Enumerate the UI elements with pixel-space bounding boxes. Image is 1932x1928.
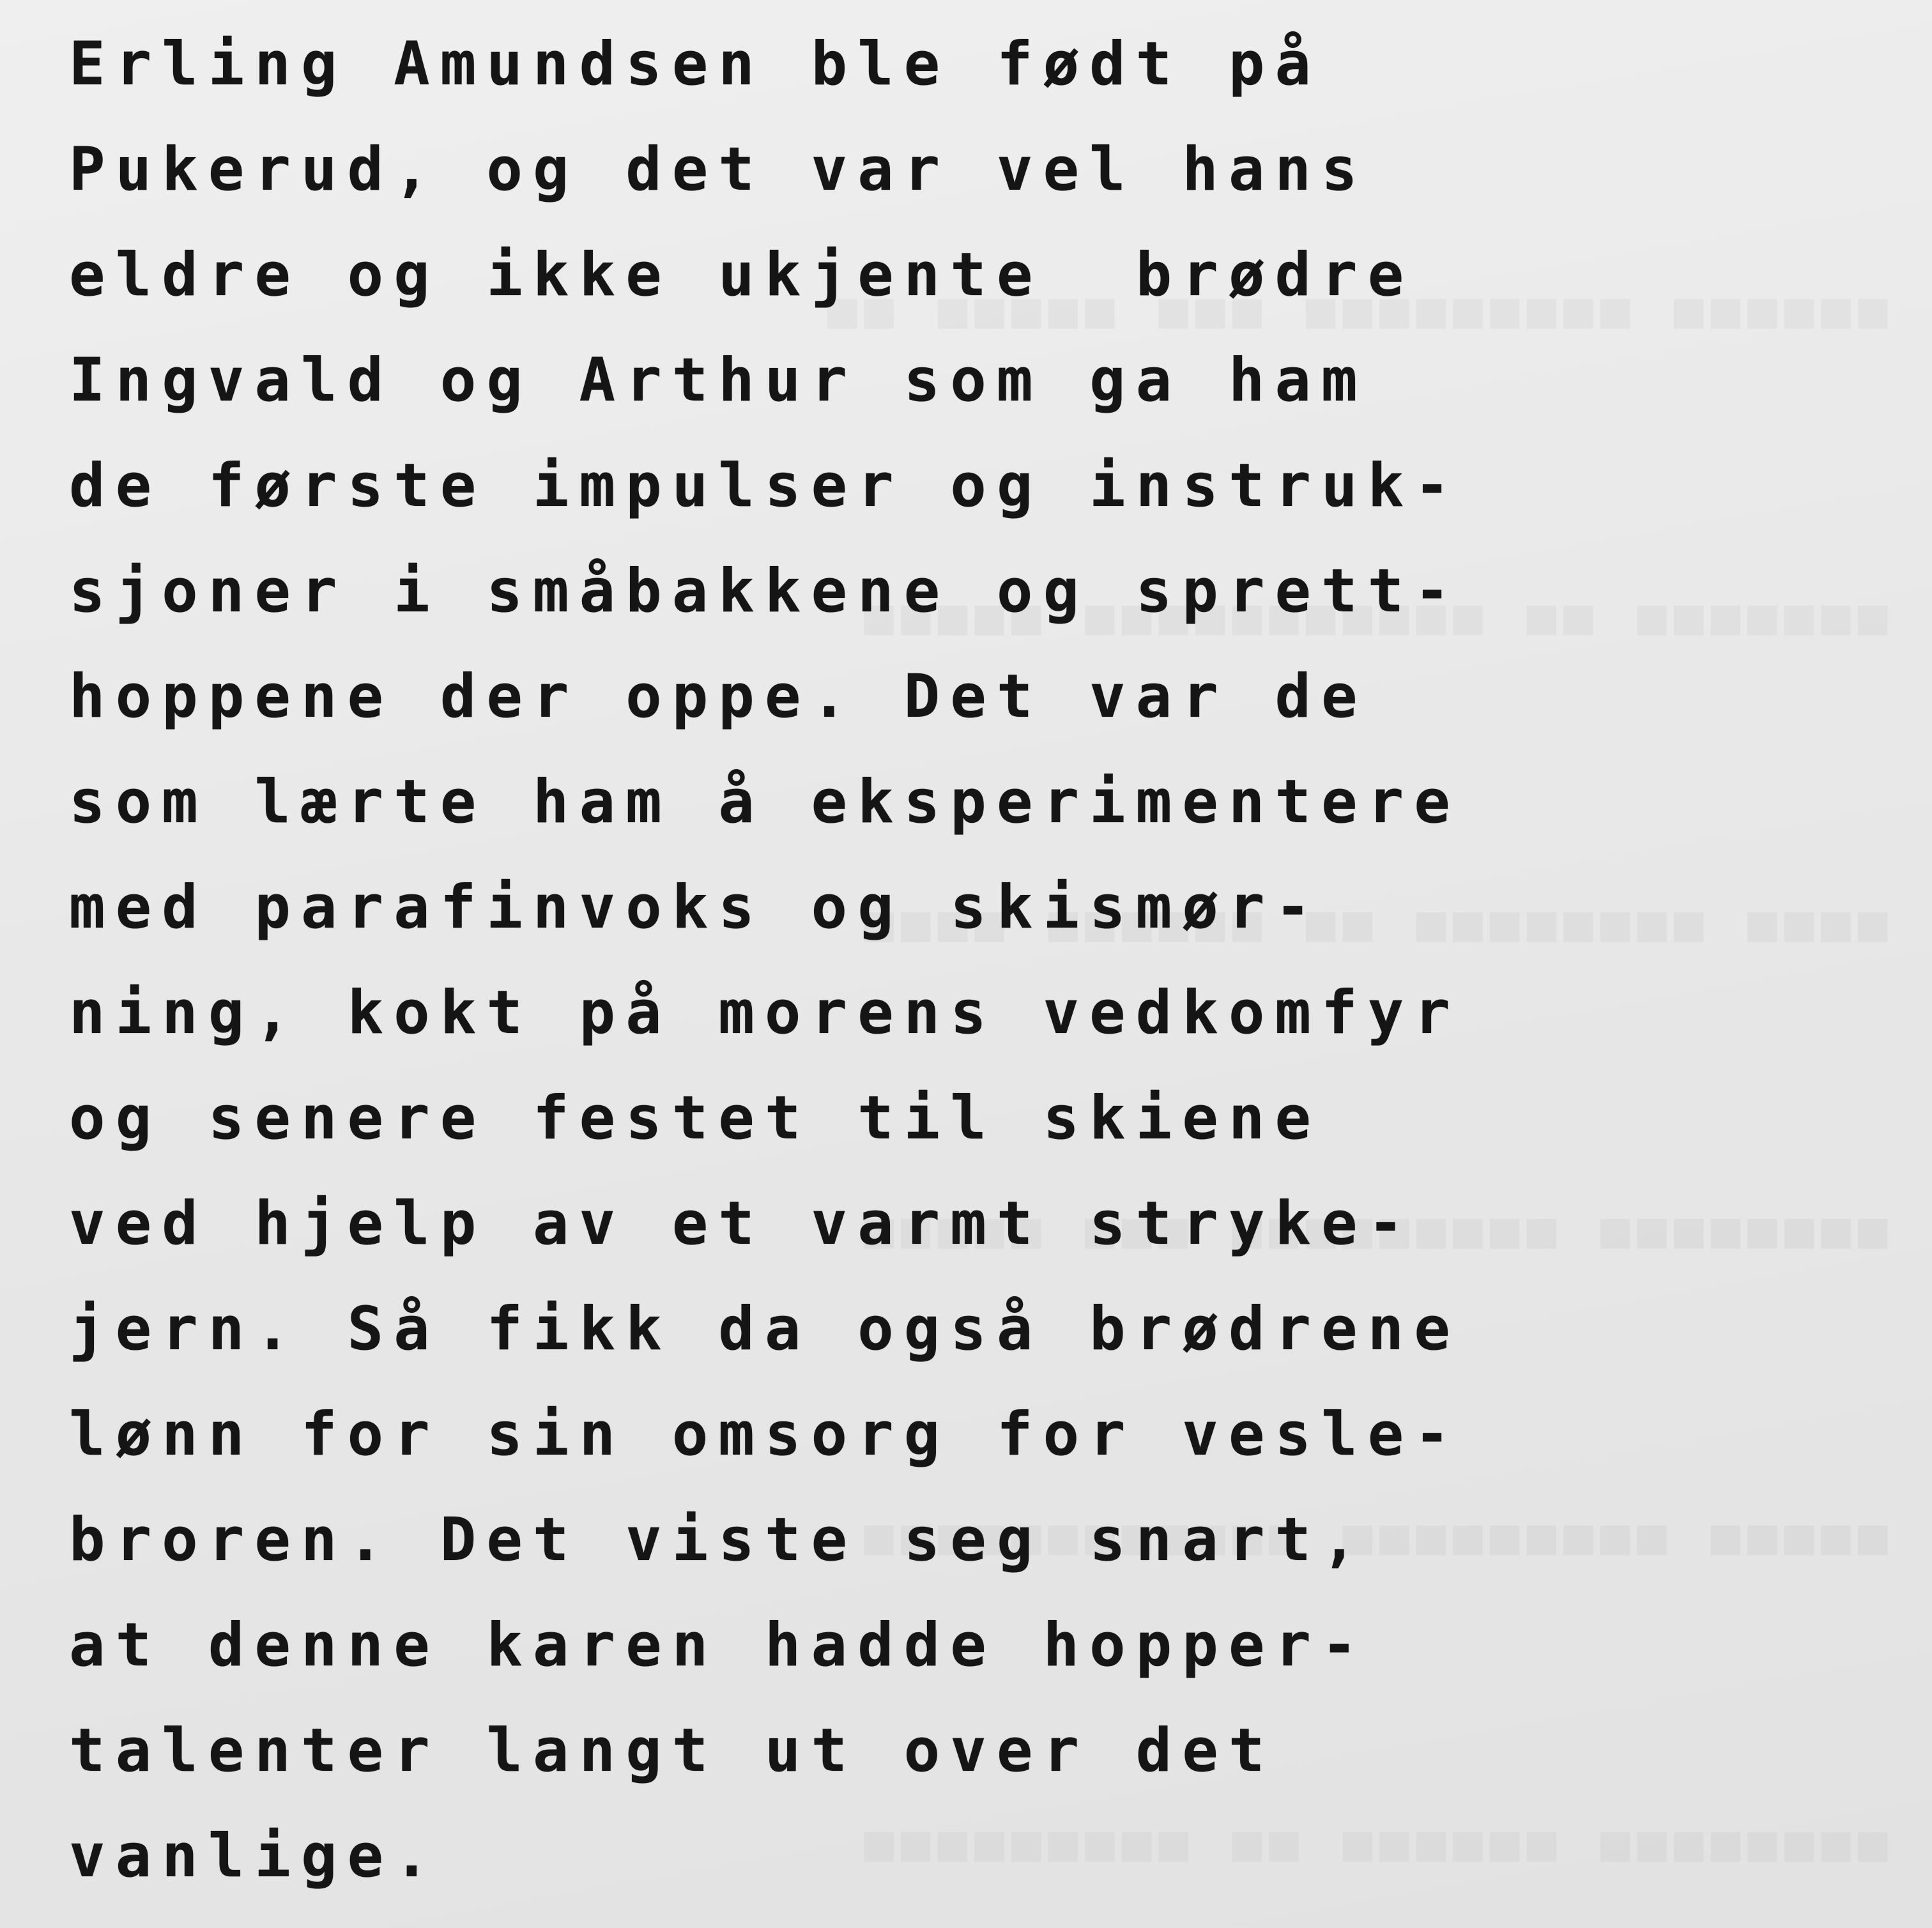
- text-line: ved hjelp av et varmt stryke-: [69, 1189, 1414, 1259]
- text-line: sjoner i småbakkene og sprett-: [69, 556, 1460, 626]
- text-line: jern. Så fikk da også brødrene: [69, 1294, 1460, 1364]
- text-line: eldre og ikke ukjente brødre: [69, 240, 1414, 310]
- text-line: med parafinvoks og skismør-: [69, 873, 1322, 942]
- text-line: ning, kokt på morens vedkomfyr: [69, 978, 1460, 1048]
- text-line: som lærte ham å eksperimentere: [69, 767, 1460, 837]
- text-line: at denne karen hadde hopper-: [69, 1610, 1368, 1680]
- text-line: broren. Det viste seg snart,: [69, 1505, 1368, 1575]
- text-line: lønn for sin omsorg for vesle-: [69, 1400, 1460, 1469]
- text-line: talenter langt ut over det: [69, 1716, 1275, 1786]
- typewritten-paragraph: [69, 11, 1909, 1909]
- text-line: de første impulser og instruk-: [69, 451, 1460, 521]
- text-line: og senere festet til skiene: [69, 1083, 1322, 1153]
- text-line: hoppene der oppe. Det var de: [69, 662, 1368, 731]
- text-line: Ingvald og Arthur som ga ham: [69, 346, 1368, 415]
- text-line: vanlige.: [69, 1821, 440, 1891]
- text-line: Erling Amundsen ble født på: [69, 29, 1322, 99]
- text-line: Pukerud, og det var vel hans: [69, 135, 1368, 204]
